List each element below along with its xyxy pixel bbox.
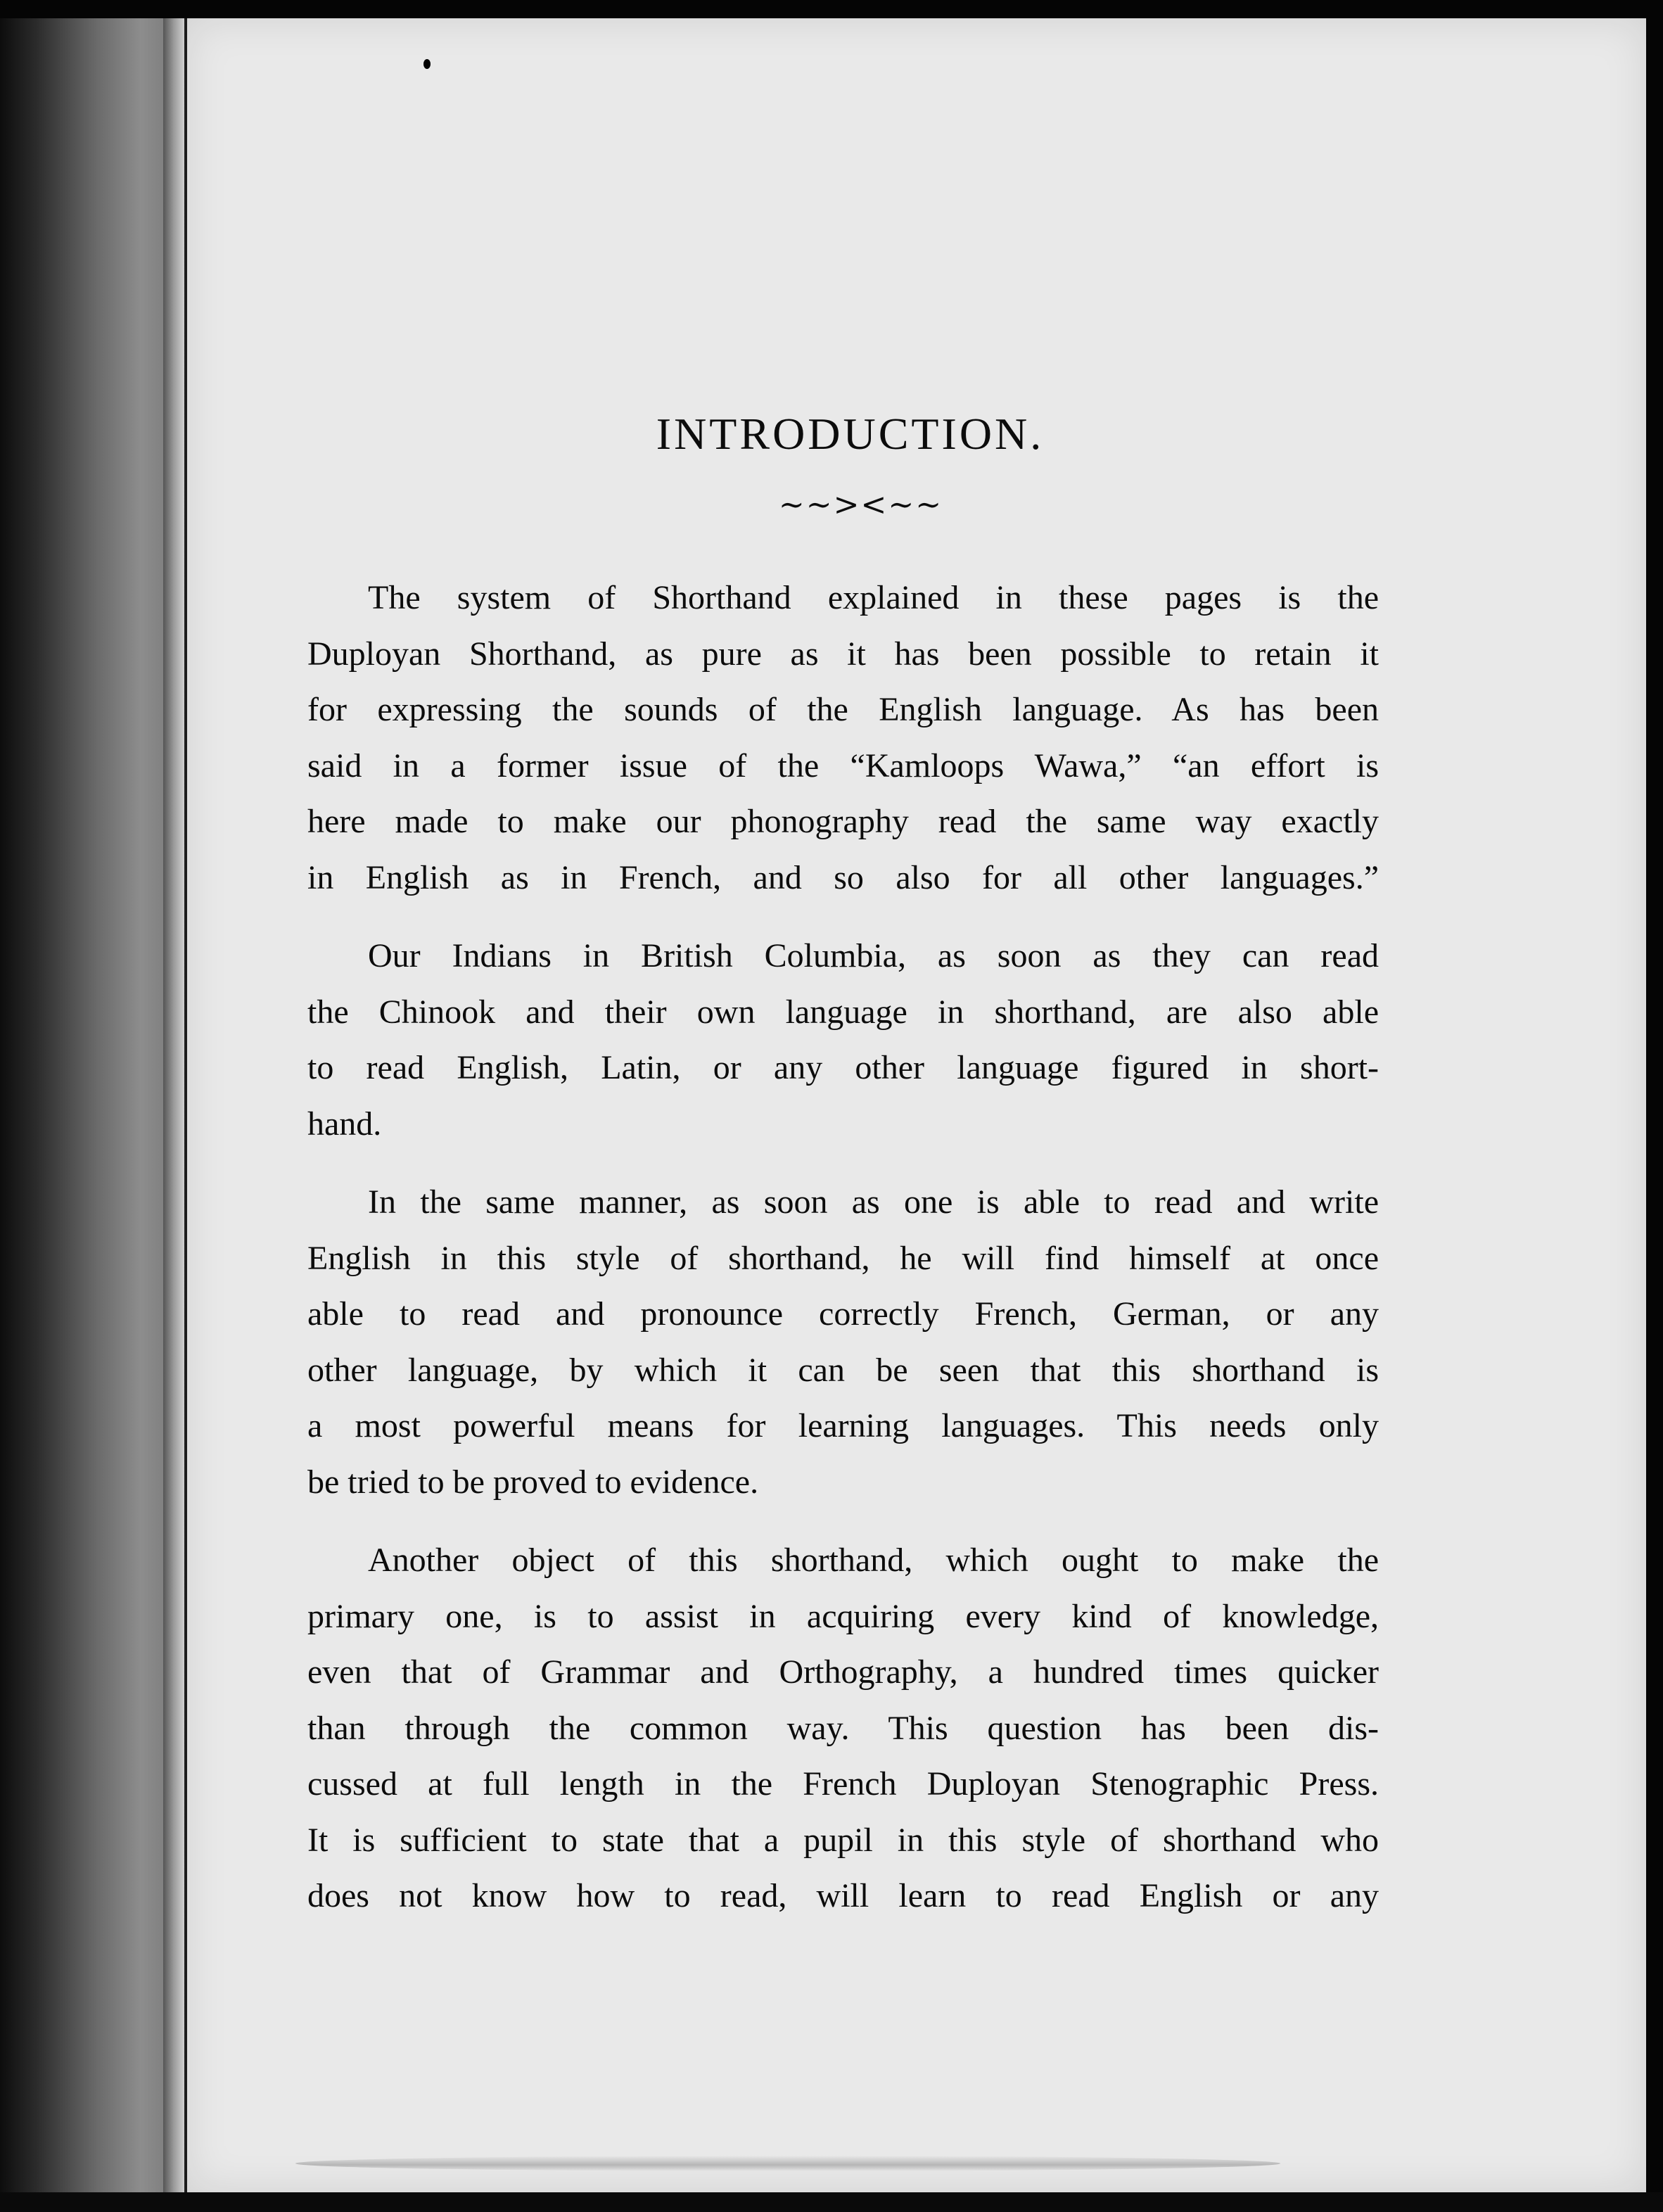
text-line: Our Indians in British Columbia, as soon as they can read	[368, 937, 1379, 974]
text-line: a most powerful means for learning languages. This needs only	[307, 1407, 1379, 1444]
text-line: to read English, Latin, or any other language figured in short-	[307, 1049, 1379, 1086]
text-line: It is sufficient to state that a pupil in this style of shorthand who	[307, 1821, 1379, 1859]
paragraph-2	[307, 928, 1379, 1152]
text-line: able to read and pronounce correctly French, German, or any	[307, 1295, 1379, 1333]
paragraph-4	[307, 1532, 1379, 1924]
text-line: here made to make our phonography read the same way exactly	[307, 803, 1379, 840]
ink-speck	[423, 59, 431, 69]
text-line: Duployan Shorthand, as pure as it has been possible to retain it	[307, 635, 1379, 673]
text-line: the Chinook and their own language in shorthand, are also able	[307, 993, 1379, 1031]
book-spine-shadow	[0, 0, 176, 2212]
text-line: be tried to be proved to evidence.	[307, 1463, 759, 1501]
text-line: said in a former issue of the “Kamloops Wawa,” “an effort is	[307, 746, 1379, 784]
scan-border-right	[1643, 0, 1663, 2212]
text-line: in English as in French, and so also for all other languages.”	[307, 858, 1379, 896]
text-line: primary one, is to assist in acquiring every kind of knowledge,	[307, 1597, 1379, 1635]
text-line: even that of Grammar and Orthography, a hundred times quicker	[307, 1653, 1379, 1691]
body-text	[307, 570, 1379, 1924]
scan-border-top	[0, 0, 1663, 18]
text-line: hand.	[307, 1105, 382, 1143]
paragraph-3	[307, 1174, 1379, 1510]
text-line: English in this style of shorthand, he will find himself at once	[307, 1239, 1379, 1277]
text-line: In the same manner, as soon as one is able to read and write	[368, 1183, 1379, 1221]
text-line: cussed at full length in the French Duployan Stenographic Press.	[307, 1765, 1379, 1803]
text-line: other language, by which it can be seen that this shorthand is	[307, 1351, 1379, 1389]
text-line: for expressing the sounds of the English language. As has been	[307, 691, 1379, 728]
scan-border-bottom	[0, 2192, 1663, 2212]
text-line: The system of Shorthand explained in these pages is the	[368, 579, 1379, 616]
page-damage-bottom	[295, 2156, 1280, 2171]
text-line: Another object of this shorthand, which ought to make the	[368, 1542, 1379, 1579]
text-line: than through the common way. This question has been dis-	[307, 1709, 1379, 1747]
spine-edge	[163, 0, 184, 2212]
page-title: INTRODUCTION.	[656, 409, 1045, 459]
text-line: does not know how to read, will learn to read English or any	[307, 1877, 1379, 1914]
paragraph-1	[307, 570, 1379, 905]
title-ornament: ~~><~~	[778, 487, 943, 523]
page-content	[307, 408, 1379, 1947]
